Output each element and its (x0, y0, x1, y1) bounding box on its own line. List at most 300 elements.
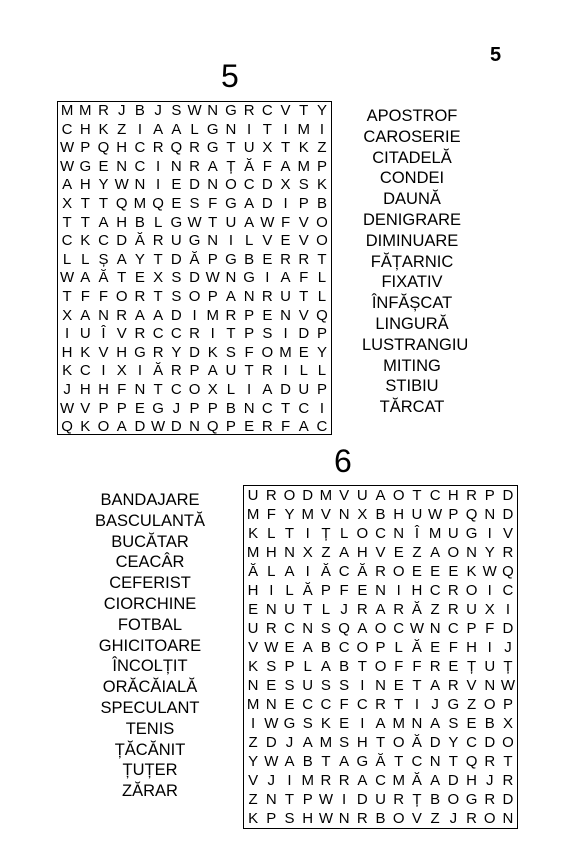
grid-row (58, 232, 331, 251)
grid-letter: A (430, 772, 441, 789)
grid-letter: I (251, 715, 256, 732)
grid-letter: E (266, 677, 277, 694)
grid-letter: C (429, 582, 441, 599)
grid-letter: G (225, 250, 237, 268)
grid-letter: I (269, 582, 274, 599)
grid-letter: V (116, 325, 127, 343)
grid-letter: R (134, 325, 146, 343)
grid-letter: T (394, 753, 404, 770)
grid-letter: L (153, 213, 163, 231)
grid-row (58, 176, 331, 195)
grid-letter: A (244, 213, 255, 231)
grid-letter: O (188, 287, 201, 305)
grid-letter: R (225, 306, 237, 324)
word-item: MITING (383, 356, 441, 375)
grid-letter: H (79, 120, 91, 138)
grid-letter: T (208, 213, 218, 231)
grid-letter: T (412, 677, 422, 694)
grid-letter: R (243, 102, 255, 119)
grid-letter: J (340, 601, 348, 618)
grid-letter: W (428, 506, 443, 523)
grid-letter: H (79, 176, 91, 194)
grid-letter: D (265, 734, 277, 751)
grid-letter: V (248, 772, 259, 789)
grid-letter: R (429, 658, 441, 675)
grid-letter: L (190, 120, 199, 138)
grid-letter: U (356, 487, 368, 504)
grid-letter: H (98, 380, 109, 398)
grid-row (244, 771, 517, 790)
grid-letter: J (154, 102, 162, 119)
grid-letter: G (152, 399, 164, 417)
grid-letter: I (265, 269, 270, 287)
grid-letter: I (487, 525, 492, 542)
grid-letter: L (285, 582, 294, 599)
grid-letter: C (298, 399, 310, 417)
grid-letter: S (339, 677, 350, 694)
grid-letter: D (261, 176, 273, 194)
grid-letter: Q (502, 563, 514, 580)
word-item: TENIS (125, 719, 175, 738)
grid-letter: I (360, 715, 365, 732)
grid-letter: R (265, 620, 277, 637)
grid-letter: A (153, 306, 164, 324)
puzzle-5-grid (57, 101, 332, 435)
grid-letter: S (284, 677, 295, 694)
grid-letter: I (192, 306, 197, 324)
grid-letter: Ă (411, 734, 422, 751)
grid-letter: G (188, 232, 201, 250)
puzzle-6-title: 6 (334, 443, 352, 479)
word-item: CITADELĂ (372, 148, 452, 167)
grid-letter: D (298, 325, 310, 343)
grid-letter: Ă (411, 772, 422, 789)
grid-letter: Ă (320, 563, 331, 580)
grid-letter: P (116, 399, 127, 417)
grid-letter: H (265, 544, 277, 561)
grid-letter: S (448, 715, 459, 732)
grid-row (58, 325, 331, 344)
grid-letter: K (298, 139, 309, 157)
grid-letter: Q (338, 620, 350, 637)
word-item: FOTBAL (117, 615, 183, 634)
grid-letter: N (134, 176, 146, 194)
grid-letter: T (117, 269, 127, 287)
grid-letter: S (320, 620, 331, 637)
grid-letter: R (189, 139, 200, 157)
grid-letter: Z (117, 120, 127, 138)
grid-letter: M (301, 506, 314, 523)
grid-letter: W (482, 563, 497, 580)
grid-letter: D (502, 487, 514, 504)
grid-letter: T (153, 250, 163, 268)
grid-letter: C (152, 325, 164, 343)
page-number: 5 (490, 44, 502, 66)
grid-letter: S (225, 343, 236, 361)
grid-letter: W (260, 213, 275, 231)
grid-letter: T (62, 287, 72, 305)
grid-letter: N (207, 176, 219, 194)
grid-letter: M (319, 734, 333, 751)
grid-letter: F (339, 696, 349, 713)
grid-letter: A (244, 194, 255, 212)
grid-letter: C (61, 232, 73, 250)
grid-letter: T (448, 753, 458, 770)
grid-letter: T (412, 487, 422, 504)
grid-letter: C (79, 362, 91, 380)
grid-letter: G (243, 269, 255, 287)
grid-letter: Î (414, 525, 420, 542)
grid-letter: H (411, 582, 423, 599)
grid-letter: B (302, 753, 313, 770)
grid-letter: S (262, 325, 273, 343)
grid-letter: A (225, 287, 236, 305)
grid-letter: T (80, 213, 90, 231)
grid-letter: M (246, 696, 260, 713)
grid-letter: S (302, 715, 313, 732)
grid-letter: C (261, 102, 273, 119)
grid-letter: P (316, 380, 327, 398)
grid-letter: I (319, 120, 325, 138)
grid-letter: M (246, 544, 260, 561)
grid-letter: T (280, 139, 291, 157)
grid-letter: A (375, 715, 386, 732)
grid-letter: U (243, 139, 255, 157)
grid-letter: Z (321, 544, 331, 561)
grid-letter: N (484, 677, 496, 694)
grid-letter: I (210, 325, 215, 343)
grid-letter: E (248, 601, 259, 618)
grid-letter: K (207, 343, 218, 361)
grid-letter: N (170, 157, 182, 175)
grid-letter: G (206, 120, 219, 138)
grid-letter: R (502, 772, 514, 789)
grid-letter: I (137, 362, 142, 380)
grid-letter: B (320, 639, 331, 656)
grid-letter: B (225, 399, 236, 417)
grid-letter: T (284, 791, 295, 808)
grid-letter: R (261, 418, 273, 436)
grid-letter: H (302, 810, 314, 827)
word-item: TĂRCAT (379, 398, 445, 417)
grid-letter: N (243, 287, 255, 305)
grid-letter: Ă (357, 563, 368, 580)
grid-letter: Q (61, 418, 73, 436)
grid-letter: P (466, 620, 477, 637)
grid-letter: S (171, 287, 182, 305)
grid-letter: D (447, 772, 459, 789)
grid-letter: R (98, 102, 109, 119)
grid-letter: A (339, 753, 350, 770)
grid-letter: N (411, 715, 423, 732)
grid-letter: D (302, 487, 314, 504)
grid-letter: G (225, 102, 237, 119)
grid-letter: Ă (375, 753, 386, 770)
grid-letter: H (116, 213, 128, 231)
grid-letter: W (500, 677, 516, 694)
grid-letter: I (287, 772, 292, 789)
grid-letter: A (116, 418, 127, 436)
grid-letter: V (466, 677, 477, 694)
grid-letter: H (466, 639, 477, 656)
grid-letter: X (302, 544, 313, 561)
grid-letter: U (411, 506, 423, 523)
grid-letter: Z (317, 139, 327, 157)
grid-letter: C (466, 734, 477, 751)
grid-letter: H (116, 343, 128, 361)
grid-letter: F (80, 287, 90, 305)
grid-letter: I (319, 399, 325, 417)
grid-letter: P (448, 506, 459, 523)
grid-letter: L (267, 525, 276, 542)
grid-letter: S (298, 176, 309, 194)
word-item: BUCĂTAR (111, 532, 189, 551)
grid-letter: X (357, 506, 368, 523)
grid-letter: E (298, 343, 309, 361)
grid-letter: A (284, 753, 295, 770)
grid-letter: M (297, 120, 310, 138)
grid-letter: J (117, 102, 126, 119)
grid-letter: F (98, 287, 109, 305)
grid-letter: E (393, 544, 404, 561)
grid-letter: P (244, 325, 255, 343)
grid-letter: N (247, 677, 259, 694)
grid-letter: Ă (189, 250, 200, 268)
grid-letter: Ș (98, 250, 109, 268)
grid-letter: A (207, 362, 218, 380)
grid-row (58, 195, 331, 214)
grid-letter: I (360, 677, 365, 694)
grid-letter: L (339, 525, 349, 542)
grid-letter: A (80, 269, 91, 287)
grid-letter: Ț (412, 791, 422, 808)
grid-letter: U (79, 325, 91, 343)
grid-letter: U (247, 620, 259, 637)
grid-letter: N (375, 677, 386, 694)
grid-letter: A (134, 306, 145, 324)
grid-letter: U (298, 380, 310, 398)
grid-letter: K (320, 715, 331, 732)
grid-letter: E (466, 715, 477, 732)
grid-letter: V (280, 102, 291, 119)
grid-letter: B (134, 213, 145, 231)
grid-letter: N (338, 810, 350, 827)
grid-letter: T (303, 601, 313, 618)
grid-letter: N (393, 525, 405, 542)
grid-letter: M (246, 506, 260, 523)
grid-letter: L (62, 250, 72, 268)
grid-letter: R (393, 791, 405, 808)
grid-letter: M (319, 487, 333, 504)
word-item: FĂȚARNIC (370, 252, 454, 271)
grid-letter: N (265, 791, 277, 808)
grid-letter: A (339, 544, 350, 561)
word-item: APOSTROF (366, 107, 458, 125)
grid-letter: C (316, 418, 328, 436)
grid-row (244, 543, 517, 562)
grid-letter: S (171, 102, 182, 119)
grid-letter: R (447, 601, 459, 618)
grid-row (58, 251, 331, 270)
grid-letter: C (170, 325, 182, 343)
grid-letter: X (62, 194, 73, 212)
grid-letter: C (375, 525, 386, 542)
grid-letter: G (225, 194, 237, 212)
grid-letter: W (264, 753, 279, 770)
grid-letter: F (299, 269, 309, 287)
grid-letter: O (483, 696, 496, 713)
grid-letter: P (302, 791, 313, 808)
grid-letter: K (316, 176, 327, 194)
grid-letter: Y (316, 343, 327, 361)
grid-letter: R (320, 772, 332, 789)
grid-letter: Z (430, 601, 440, 618)
grid-letter: T (98, 194, 109, 212)
grid-letter: N (284, 544, 295, 561)
word-item: DAUNĂ (383, 190, 441, 209)
grid-letter: J (485, 772, 494, 789)
grid-letter: I (65, 325, 70, 343)
grid-letter: V (298, 213, 309, 231)
grid-letter: E (284, 696, 295, 713)
grid-letter: V (298, 306, 309, 324)
word-item: CONDEI (379, 169, 445, 188)
grid-letter: W (60, 269, 75, 287)
grid-letter: I (505, 601, 511, 618)
grid-letter: L (267, 563, 276, 580)
grid-letter: O (188, 380, 201, 398)
grid-row (244, 619, 517, 638)
puzzle-6-grid (243, 485, 518, 829)
grid-letter: T (153, 287, 163, 305)
grid-letter: Ă (244, 157, 255, 175)
grid-row (58, 214, 331, 233)
grid-letter: P (225, 418, 236, 436)
grid-letter: I (305, 563, 310, 580)
grid-letter: X (502, 715, 513, 732)
grid-letter: T (375, 734, 386, 751)
grid-letter: N (134, 380, 146, 398)
grid-letter: O (392, 810, 405, 827)
grid-letter: K (98, 120, 109, 138)
grid-letter: S (189, 194, 200, 212)
grid-letter: A (430, 715, 441, 732)
grid-letter: E (134, 269, 145, 287)
grid-letter: R (265, 487, 277, 504)
grid-letter: N (225, 120, 237, 138)
grid-letter: H (466, 772, 477, 789)
grid-letter: H (447, 487, 459, 504)
grid-letter: L (317, 269, 327, 287)
grid-letter: H (79, 380, 91, 398)
grid-letter: C (243, 176, 255, 194)
puzzle-6-word-list (90, 490, 210, 802)
grid-letter: O (483, 810, 496, 827)
grid-row (244, 733, 517, 752)
grid-letter: F (394, 658, 404, 675)
grid-letter: Q (170, 139, 183, 157)
grid-letter: I (283, 120, 288, 138)
grid-letter: W (114, 176, 129, 194)
grid-letter: Ă (302, 582, 313, 599)
grid-row (244, 600, 517, 619)
grid-letter: P (207, 287, 218, 305)
grid-letter: A (280, 269, 291, 287)
grid-letter: U (280, 287, 291, 305)
grid-letter: E (430, 639, 441, 656)
grid-letter: K (466, 563, 477, 580)
grid-letter: P (316, 157, 327, 175)
grid-letter: E (448, 658, 459, 675)
grid-letter: A (430, 677, 441, 694)
grid-letter: V (320, 506, 331, 523)
grid-letter: V (411, 810, 422, 827)
word-item: DIMINUARE (365, 231, 459, 250)
grid-letter: D (484, 734, 496, 751)
grid-letter: F (262, 157, 272, 175)
grid-letter: M (428, 525, 442, 542)
grid-letter: E (171, 176, 182, 194)
grid-letter: Q (465, 506, 478, 523)
grid-letter: Z (466, 696, 477, 713)
grid-letter: L (317, 287, 327, 305)
grid-letter: E (339, 715, 350, 732)
grid-letter: G (170, 213, 183, 231)
grid-letter: K (80, 232, 91, 250)
grid-row (58, 269, 331, 288)
grid-letter: N (502, 810, 514, 827)
grid-letter: G (465, 525, 478, 542)
grid-letter: T (226, 139, 236, 157)
grid-letter: L (321, 601, 331, 618)
grid-letter: Î (101, 325, 106, 343)
grid-letter: C (338, 563, 350, 580)
grid-letter: P (316, 325, 327, 343)
grid-letter: Ă (248, 563, 259, 580)
grid-letter: E (393, 677, 404, 694)
grid-letter: R (189, 157, 200, 175)
grid-letter: T (394, 696, 404, 713)
grid-letter: L (244, 232, 254, 250)
grid-letter: Z (248, 791, 258, 808)
grid-letter: I (342, 791, 347, 808)
grid-letter: O (392, 734, 405, 751)
word-item: BANDAJARE (100, 491, 200, 509)
grid-row (58, 400, 331, 419)
grid-letter: I (156, 176, 161, 194)
grid-letter: Ț (226, 157, 236, 175)
grid-letter: E (411, 563, 422, 580)
grid-letter: V (80, 399, 91, 417)
grid-letter: R (261, 287, 273, 305)
grid-letter: T (226, 325, 236, 343)
grid-row (244, 695, 517, 714)
grid-letter: O (316, 232, 328, 250)
word-item: DENIGRARE (362, 210, 462, 229)
grid-letter: Q (97, 139, 110, 157)
grid-letter: R (152, 343, 164, 361)
grid-letter: U (225, 213, 237, 231)
grid-letter: P (80, 139, 91, 157)
grid-letter: M (79, 102, 92, 119)
grid-letter: P (189, 362, 200, 380)
grid-letter: R (375, 696, 386, 713)
grid-letter: C (302, 696, 314, 713)
grid-letter: N (243, 399, 255, 417)
grid-letter: T (62, 213, 72, 231)
grid-letter: X (62, 306, 73, 324)
grid-letter: D (170, 250, 182, 268)
